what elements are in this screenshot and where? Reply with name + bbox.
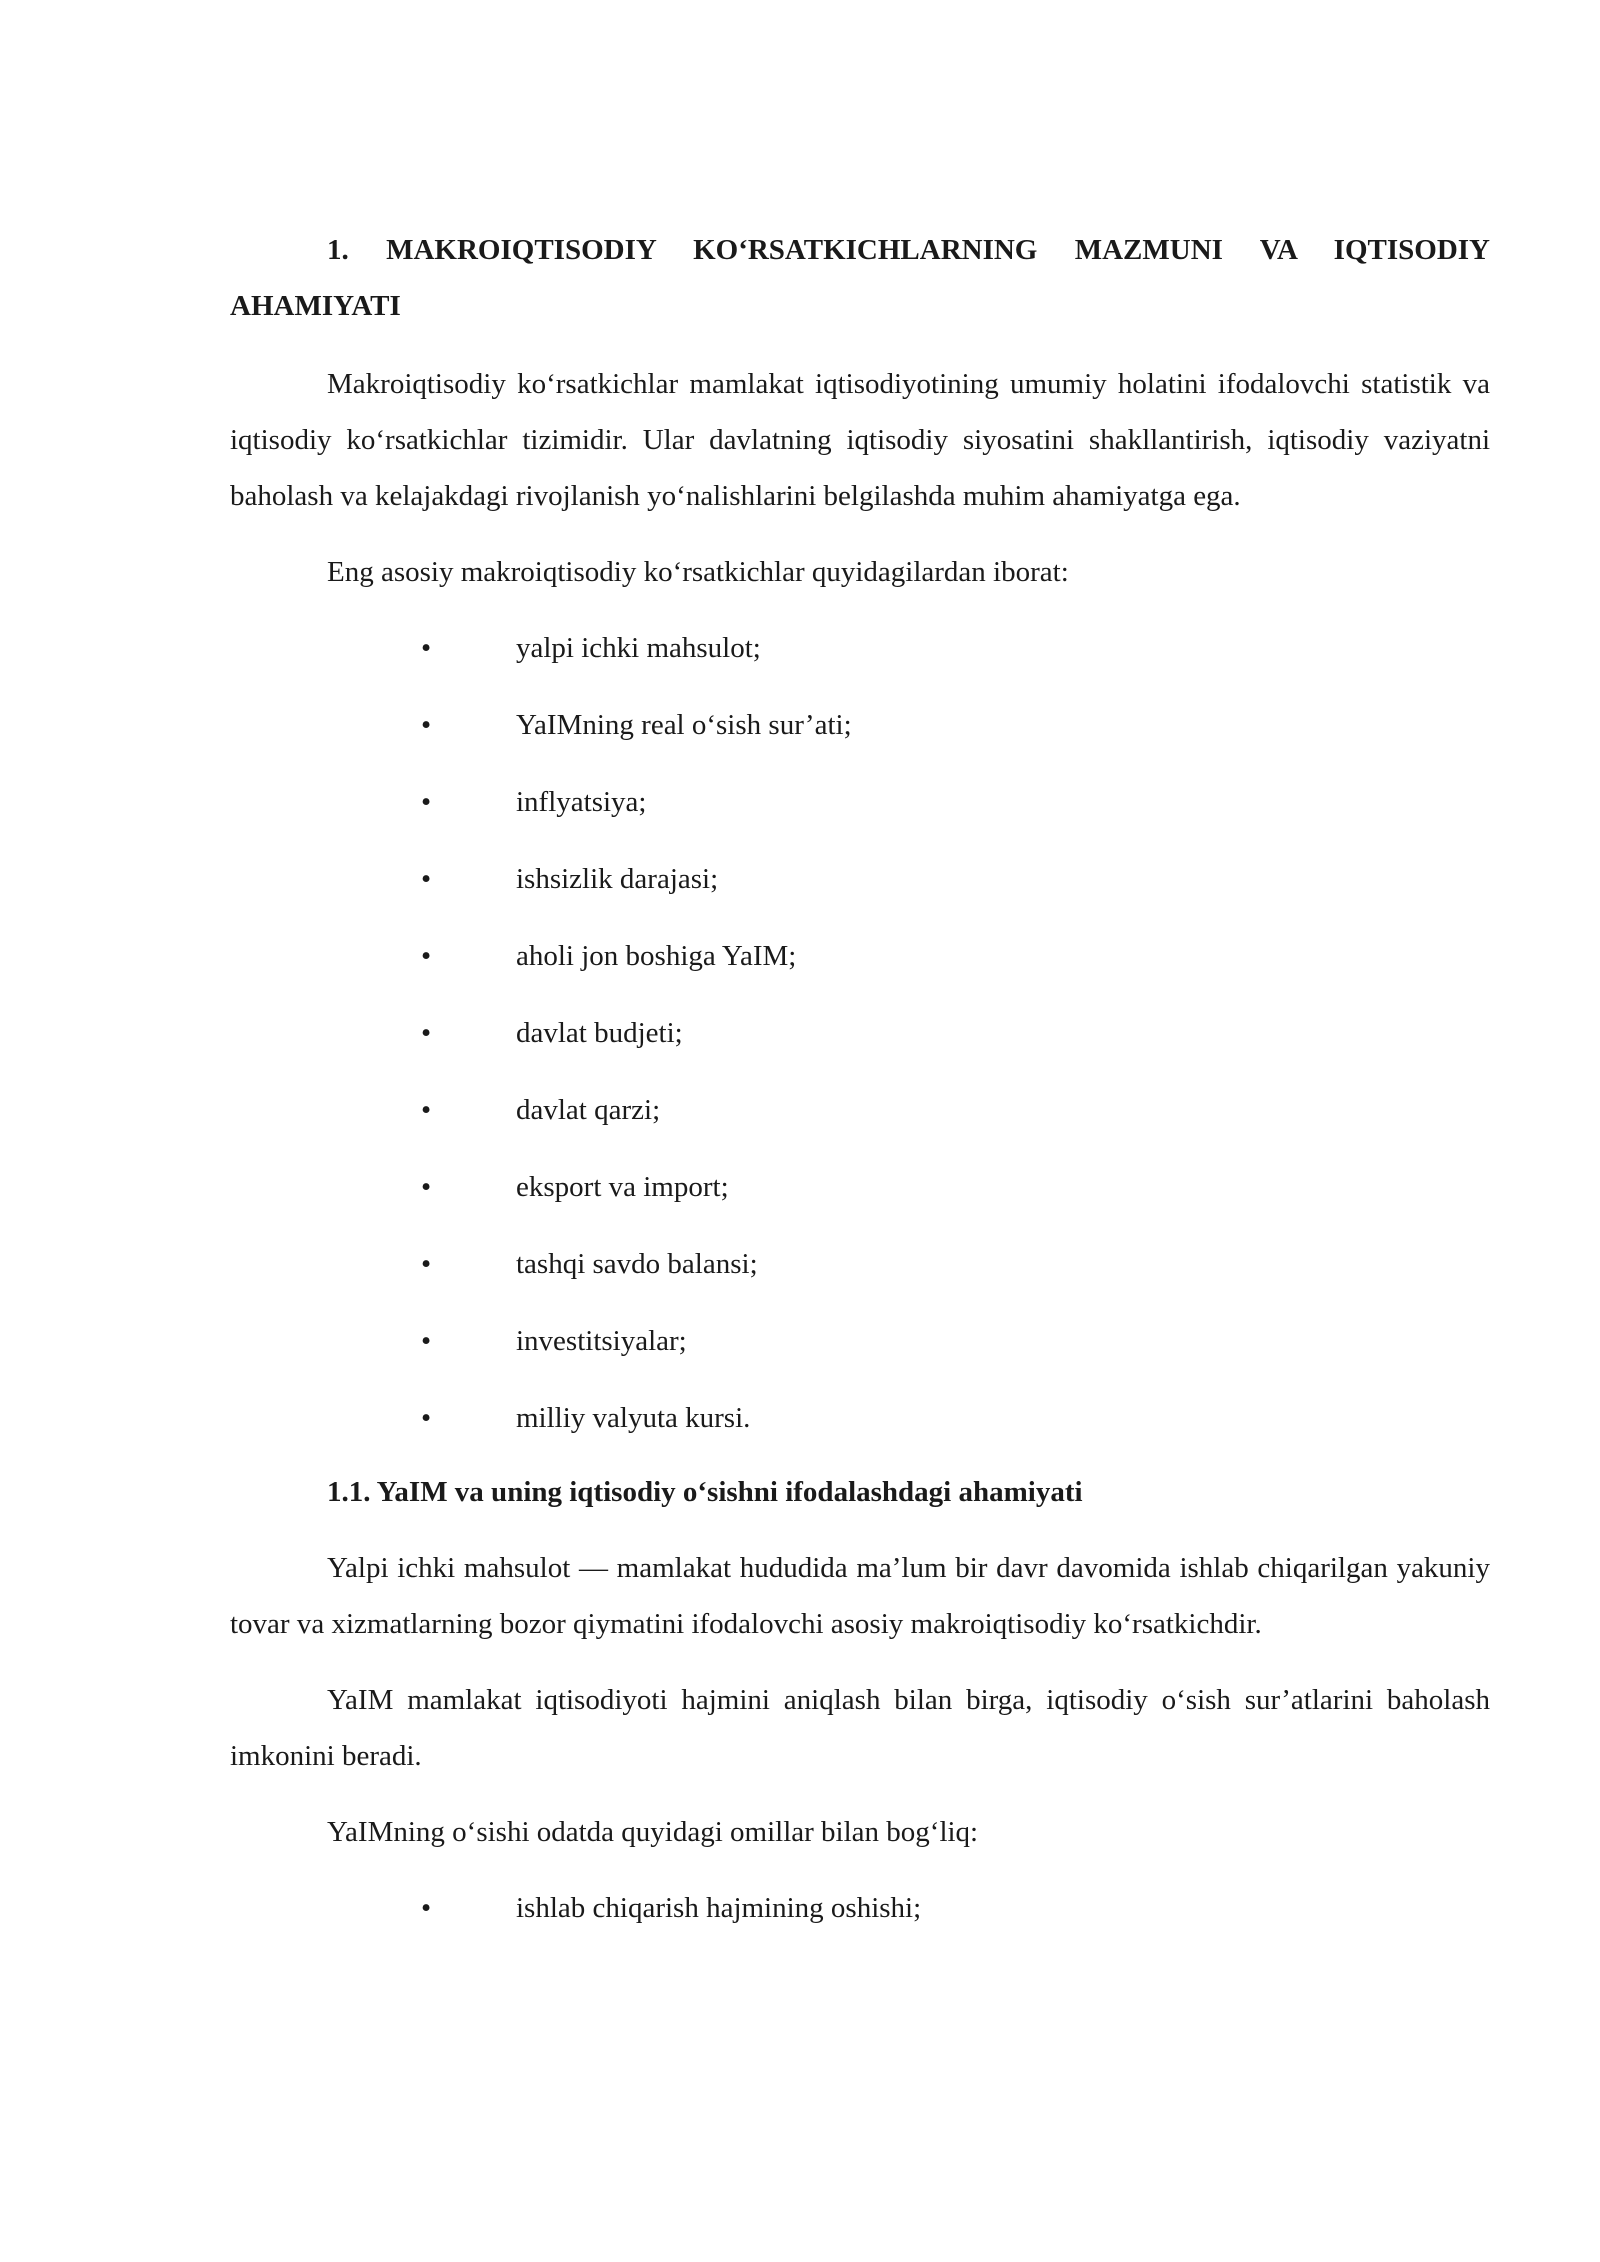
list-item-text: ishlab chiqarish hajmining oshishi; [516, 1892, 922, 1924]
bullet-icon: • [421, 1248, 432, 1280]
intro-paragraph: Makroiqtisodiy ko‘rsatkichlar mamlakat iqtisodiyotining umumiy holatini ifodalovchi statistik va iqtisodiy ko‘rsatkichlar tizimidir. Ular davlatning iqtisodiy siyosatini shakllantirish, iqtisodiy vaziyatni baholash va kelajakdagi rivojlanish yo‘nalishlarini belgilashda muhim ahamiyatga ega. [230, 368, 1490, 512]
bullet-icon: • [421, 1892, 432, 1924]
list-item-text: YaIMning real o‘sish sur’ati; [516, 709, 852, 741]
section-heading: 1. MAKROIQTISODIY KO‘RSATKICHLARNING MAZMUNI VA IQTISODIY AHAMIYATI [230, 234, 1490, 322]
list-item [230, 697, 1490, 753]
gdp-definition-paragraph: Yalpi ichki mahsulot — mamlakat hududida ma’lum bir davr davomida ishlab chiqarilgan yakuniy tovar va xizmatlarning bozor qiymatini ifodalovchi asosiy makroiqtisodiy ko‘rsatkichdir. [230, 1552, 1490, 1640]
list-item-text: ishsizlik darajasi; [516, 863, 719, 895]
list-item [230, 1313, 1490, 1369]
growth-intro: YaIMning o‘sishi odatda quyidagi omillar bilan bog‘liq: [327, 1816, 979, 1848]
bullet-icon: • [421, 1402, 432, 1434]
list-item-text: milliy valyuta kursi. [516, 1402, 751, 1434]
bullet-icon: • [421, 786, 432, 818]
list-item [230, 774, 1490, 830]
list-item [230, 1390, 1490, 1446]
subsection-heading: 1.1. YaIM va uning iqtisodiy o‘sishni ifodalashdagi ahamiyati [327, 1476, 1083, 1508]
bullet-icon: • [421, 1094, 432, 1126]
list-intro: Eng asosiy makroiqtisodiy ko‘rsatkichlar quyidagilardan iborat: [327, 556, 1069, 588]
bullet-icon: • [421, 1325, 432, 1357]
list-item [230, 1082, 1490, 1138]
bullet-icon: • [421, 1171, 432, 1203]
list-item-text: investitsiyalar; [516, 1325, 687, 1357]
list-item-text: aholi jon boshiga YaIM; [516, 940, 797, 972]
list-item-text: inflyatsiya; [516, 786, 647, 818]
list-item [230, 928, 1490, 984]
list-item-text: tashqi savdo balansi; [516, 1248, 758, 1280]
list-item [230, 1005, 1490, 1061]
list-item [230, 1880, 1490, 1936]
gdp-role-paragraph: YaIM mamlakat iqtisodiyoti hajmini aniqlash bilan birga, iqtisodiy o‘sish sur’atlarini baholash imkonini beradi. [230, 1684, 1490, 1772]
list-item [230, 1236, 1490, 1292]
list-item-text: davlat budjeti; [516, 1017, 683, 1049]
list-item [230, 1159, 1490, 1215]
list-item-text: yalpi ichki mahsulot; [516, 632, 761, 664]
bullet-icon: • [421, 940, 432, 972]
bullet-icon: • [421, 1017, 432, 1049]
bullet-icon: • [421, 632, 432, 664]
list-item-text: davlat qarzi; [516, 1094, 661, 1126]
list-item-text: eksport va import; [516, 1171, 729, 1203]
bullet-icon: • [421, 709, 432, 741]
bullet-icon: • [421, 863, 432, 895]
indicator-list [230, 620, 1490, 1446]
list-item [230, 851, 1490, 907]
document-page [230, 222, 1490, 1957]
growth-factor-list [230, 1880, 1490, 1936]
list-item [230, 620, 1490, 676]
